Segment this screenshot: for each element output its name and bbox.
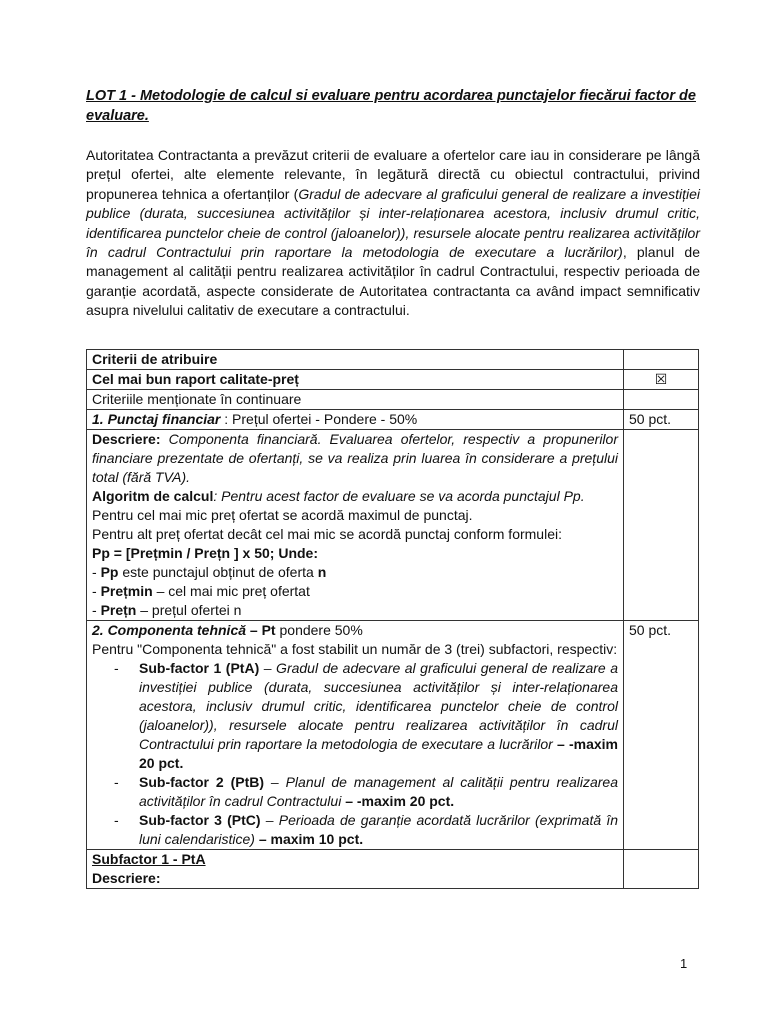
criteria-table <box>86 349 699 889</box>
financial-title: 1. Punctaj financiar <box>92 411 221 427</box>
table-row <box>87 410 699 430</box>
table-row <box>87 621 699 850</box>
technical-intro: Pentru "Componenta tehnică" a fost stabilit un număr de 3 (trei) subfactori, respectiv: <box>92 641 618 657</box>
min-price-line: Pentru cel mai mic preț ofertat se acordă maximul de punctaj. <box>92 507 473 523</box>
financial-description-blank <box>624 430 699 621</box>
financial-points: 50 pct. <box>624 410 699 430</box>
intro-text-1: Autoritatea Contractanta a prevăzut criterii de evaluare a ofertelor care iau in considerare pe lângă prețul ofertei, alte elemente relevante, în legătură directă cu obiectul contractului, privind propunerea tehnica a ofertanților ( <box>86 147 700 202</box>
financial-description-label: Descriere: <box>92 431 161 447</box>
intro-text-2: , planul de management al calității pentru realizarea activităților în cadrul Contractului, respectiv perioada de garanție acordată, aspecte considerate de Autoritatea contractanta ca având impact semnificativ asupra nivelului calitativ de executare a contractului. <box>86 244 700 319</box>
financial-description-cell <box>87 430 624 621</box>
table-row <box>87 390 699 410</box>
table-row <box>87 850 699 889</box>
subfactor1-title: Subfactor 1 - PtA <box>92 851 206 867</box>
financial-criterion-title <box>87 410 624 430</box>
financial-description-text: Componenta financiară. Evaluarea ofertelor, respectiv a propunerilor financiare prezentate de ofertanți, se va realiza prin luarea în considerare a prețului total (fără TVA). <box>92 431 618 485</box>
technical-title-rest: pondere 50% <box>275 622 363 638</box>
other-price-line: Pentru alt preț ofertat decât cel mai mic se acordă punctaj conform formulei: <box>92 526 562 542</box>
table-row <box>87 370 699 390</box>
criteria-mentioned: Criteriile menționate în continuare <box>87 390 624 410</box>
checkbox-icon: ☒ <box>624 370 699 390</box>
table-row <box>87 350 699 370</box>
subfactor1-blank <box>624 850 699 889</box>
criteria-mentioned-blank <box>624 390 699 410</box>
subfactor-list <box>92 659 618 849</box>
algorithm-text: : Pentru acest factor de evaluare se va acorda punctajul Pp. <box>213 488 585 504</box>
page-number: 1 <box>680 956 688 971</box>
algorithm-label: Algoritm de calcul <box>92 488 214 504</box>
definition-pretn: - Prețn – prețul ofertei n <box>92 602 242 618</box>
definition-pp: - Pp este punctajul obținut de oferta n <box>92 564 327 580</box>
list-item: - Sub-factor 1 (PtA) – Gradul de adecvare al graficului general de realizare a investiției publice (durata, succesiunea activităților și inter-relaționarea acestora, inclusiv drumul critic, identificarea punctelor cheie de control (jaloanelor)), resursele alocate pentru realizarea activităților în cadrul Contractului prin raportare la metodologia de executare a lucrărilor – -maxim 20 pct. <box>114 660 619 771</box>
table-row <box>87 430 699 621</box>
intro-paragraph <box>86 146 700 321</box>
technical-title-line <box>92 621 618 640</box>
criteria-header-blank <box>624 350 699 370</box>
list-item: - Sub-factor 2 (PtB) – Planul de management al calității pentru realizarea activităților în cadrul Contractului – -maxim 20 pct. <box>114 774 618 809</box>
technical-component-cell <box>87 621 624 850</box>
list-item: - Sub-factor 3 (PtC) – Perioada de garanție acordată lucrărilor (exprimată în luni calendaristice) – maxim 10 pct. <box>114 812 619 847</box>
subfactor1-cell <box>87 850 624 889</box>
subfactor1-description-label: Descriere: <box>92 870 161 886</box>
technical-title-pt: – Pt <box>246 622 276 638</box>
best-value-label: Cel mai bun raport calitate-preț <box>87 370 624 390</box>
intro-text-italic: Gradul de adecvare al graficului general de realizare a investiției publice (durata, succesiunea activităților și inter-relaționarea acestora, inclusiv drumul critic, identificarea punctelor cheie de control (jaloanelor)), resursele alocate pentru realizarea activităților în cadrul Contractului prin raportare la metodologia de executare a lucrărilor) <box>86 185 700 261</box>
financial-title-rest: : Prețul ofertei - Pondere - 50% <box>220 411 418 427</box>
formula-line: Pp = [Prețmin / Prețn ] x 50; Unde: <box>92 545 318 561</box>
financial-description <box>92 430 618 487</box>
document-title: LOT 1 - Metodologie de calcul si evaluare pentru acordarea punctajelor fiecărui factor de evaluare. <box>86 88 696 124</box>
definition-pretmin: - Prețmin – cel mai mic preț ofertat <box>92 583 310 599</box>
technical-title: 2. Componenta tehnică <box>92 622 247 638</box>
criteria-header: Criterii de atribuire <box>87 350 624 370</box>
algorithm-line <box>92 487 618 506</box>
technical-points: 50 pct. <box>624 621 699 850</box>
